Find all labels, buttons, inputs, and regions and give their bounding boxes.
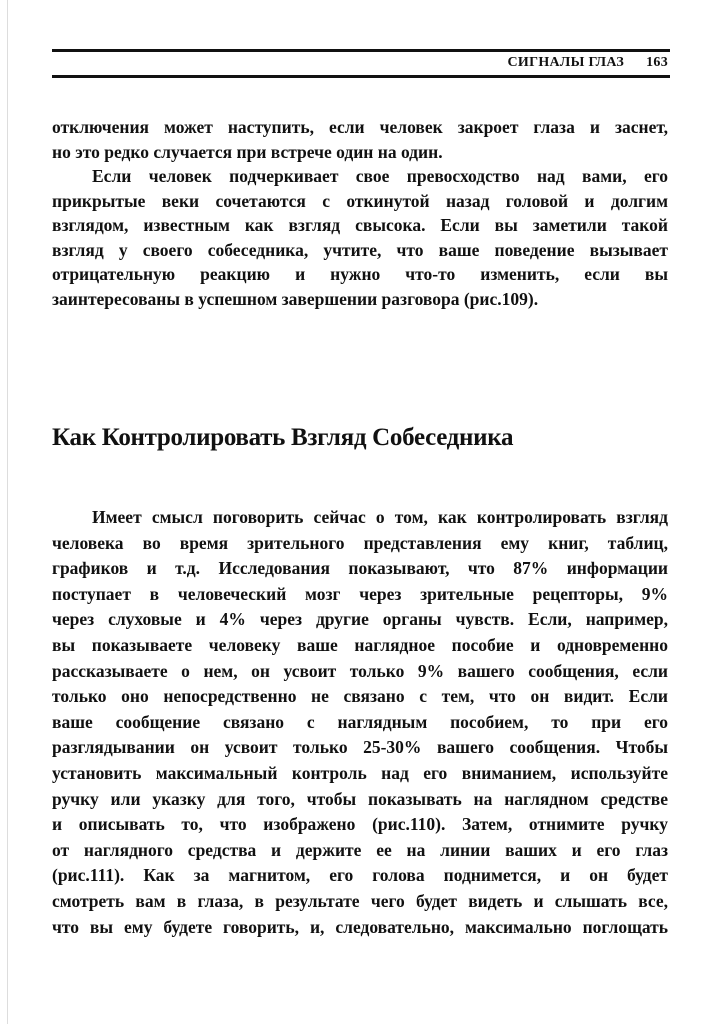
header-rule-top (52, 49, 670, 52)
page-edge (7, 0, 8, 1024)
text-line: только оно непосредственно не связано с тем, что он видит. Если (52, 686, 668, 707)
running-header (508, 55, 668, 71)
text-line: установить максимальный контроль над его вниманием, используйте (52, 762, 668, 783)
text-line: прикрытые веки сочетаются с откинутой назад головой и долгим (52, 190, 668, 211)
text-line: ваше сообщение связано с наглядным пособием, то при его (52, 711, 668, 732)
text-line: взглядом, известным как взгляд свысока. Если вы заметили такой (52, 215, 668, 235)
text-line: и описывать то, что изображено (рис.110). Затем, отнимите ручку (52, 814, 668, 835)
text-line: рассказываете о нем, он усвоит только 9% вашего сообщения, если (52, 660, 668, 681)
text-line: ручку или указку для того, чтобы показывать на наглядном средстве (52, 788, 668, 809)
section-heading: Как Контролировать Взгляд Собеседника (52, 424, 514, 451)
text-line: (рис.111). Как за магнитом, его голова поднимется, и он будет (52, 865, 668, 886)
text-line: от наглядного средства и держите ее на линии ваших и его глаз (52, 839, 668, 860)
body-text-section (52, 505, 668, 940)
text-line: смотреть вам в глаза, в результате чего будет видеть и слышать все, (52, 890, 668, 911)
body-text-top (52, 115, 668, 311)
header-rule-bottom (52, 75, 670, 78)
text-line: вы показываете человеку ваше наглядное пособие и одновременно (52, 634, 668, 655)
running-title: СИГНАЛЫ ГЛАЗ (507, 55, 625, 70)
text-line: поступает в человеческий мозг через зрительные рецепторы, 9% (52, 583, 668, 604)
text-line: отрицательную реакцию и нужно что-то изменить, если вы (52, 264, 668, 284)
text-line: человека во время зрительного представления ему книг, таблиц, (52, 532, 668, 553)
text-line: через слуховые и 4% через другие органы чувств. Если, например, (52, 609, 668, 630)
text-line: Имеет смысл поговорить сейчас о том, как контролировать взгляд (92, 507, 668, 527)
text-line: что вы ему будете говорить, и, следовательно, максимально поглощать (52, 916, 668, 937)
text-line: отключения может наступить, если человек закроет глаза и заснет, (52, 117, 668, 137)
text-line: заинтересованы в успешном завершении разговора (рис.109). (52, 288, 539, 309)
text-line: взгляд у своего собеседника, учтите, что ваше поведение вызывает (52, 239, 668, 260)
text-line: графиков и т.д. Исследования показывают, что 87% информации (52, 558, 668, 579)
page-number: 163 (646, 55, 668, 70)
text-line: но это редко случается при встрече один на один. (52, 141, 443, 162)
text-line: Если человек подчеркивает свое превосходство над вами, его (92, 166, 668, 186)
text-line: разглядывании он усвоит только 25-30% вашего сообщения. Чтобы (52, 737, 668, 758)
